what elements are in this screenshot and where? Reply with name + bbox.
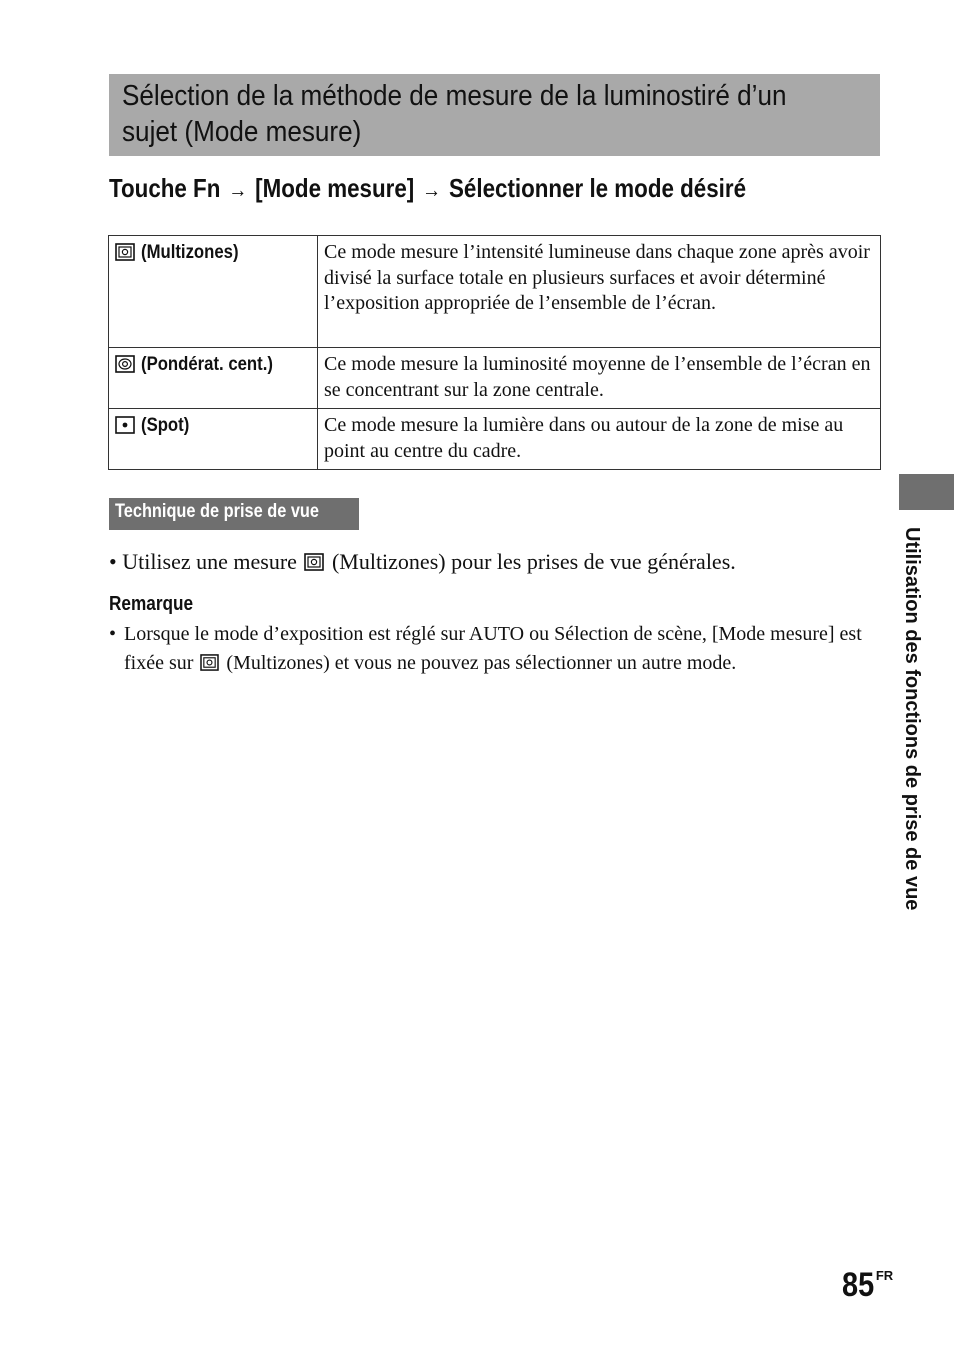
page-number-suffix: FR bbox=[875, 1268, 894, 1283]
mode-name-cell bbox=[109, 348, 318, 409]
page-title-line1: Sélection de la méthode de mesure de la luminostiré d’un bbox=[122, 80, 787, 112]
section-tag bbox=[109, 498, 359, 530]
mode-name-cell bbox=[109, 236, 318, 348]
mode-description: Ce mode mesure l’intensité lumineuse dans chaque zone après avoir divisé la surface totale en plusieurs surfaces et avoir déterminé l’exposition appropriée de l’ensemble de l’écran. bbox=[318, 236, 881, 348]
technique-tip bbox=[109, 546, 879, 578]
mode-label: (Multizones) bbox=[141, 242, 239, 263]
page-title-line2: sujet (Mode mesure) bbox=[122, 116, 362, 148]
procedure-path bbox=[109, 170, 746, 208]
procedure-step-menu: [Mode mesure] bbox=[255, 173, 415, 203]
section-tag-label: Technique de prise de vue bbox=[115, 501, 320, 522]
mode-label: (Spot) bbox=[141, 415, 190, 436]
remark-text-after: (Multizones) et vous ne pouvez pas sélectionner un autre mode. bbox=[226, 652, 737, 674]
remark-text-before: Lorsque le mode d’exposition est réglé sur AUTO ou Sélection de scène, [Mode mesure] est fixée sur bbox=[124, 623, 862, 674]
metering-modes-table bbox=[108, 235, 881, 470]
table-row bbox=[109, 236, 881, 348]
procedure-step-select: Sélectionner le mode désiré bbox=[449, 173, 747, 203]
arrow-right-icon: → bbox=[228, 177, 248, 202]
remark-note bbox=[109, 620, 869, 678]
remark-heading: Remarque bbox=[109, 593, 194, 615]
arrow-right-icon: → bbox=[422, 177, 442, 202]
tip-text-after: (Multizones) pour les prises de vue générales. bbox=[331, 549, 736, 574]
page-number-value: 85 bbox=[842, 1266, 875, 1304]
mode-description: Ce mode mesure la lumière dans ou autour de la zone de mise au point au centre du cadre. bbox=[318, 409, 881, 470]
procedure-step-fn: Touche Fn bbox=[109, 173, 221, 203]
mode-name-cell bbox=[109, 409, 318, 470]
page-title bbox=[122, 78, 804, 150]
title-band bbox=[109, 74, 880, 156]
multizone-metering-icon bbox=[115, 243, 135, 261]
multizone-metering-icon bbox=[304, 553, 324, 571]
side-tab-marker bbox=[899, 474, 954, 510]
tip-text-before: Utilisez une mesure bbox=[122, 549, 297, 574]
spot-metering-icon bbox=[115, 416, 135, 434]
chapter-side-label: Utilisation des fonctions de prise de vue bbox=[901, 527, 923, 911]
mode-label: (Pondérat. cent.) bbox=[141, 354, 273, 375]
bullet: • bbox=[109, 549, 117, 574]
center-weighted-metering-icon bbox=[115, 355, 135, 373]
table-row bbox=[109, 348, 881, 409]
page-number bbox=[842, 1266, 893, 1305]
bullet: • bbox=[109, 623, 117, 645]
mode-description: Ce mode mesure la luminosité moyenne de l’ensemble de l’écran en se concentrant sur la zone centrale. bbox=[318, 348, 881, 409]
multizone-metering-icon bbox=[200, 654, 219, 671]
table-row bbox=[109, 409, 881, 470]
